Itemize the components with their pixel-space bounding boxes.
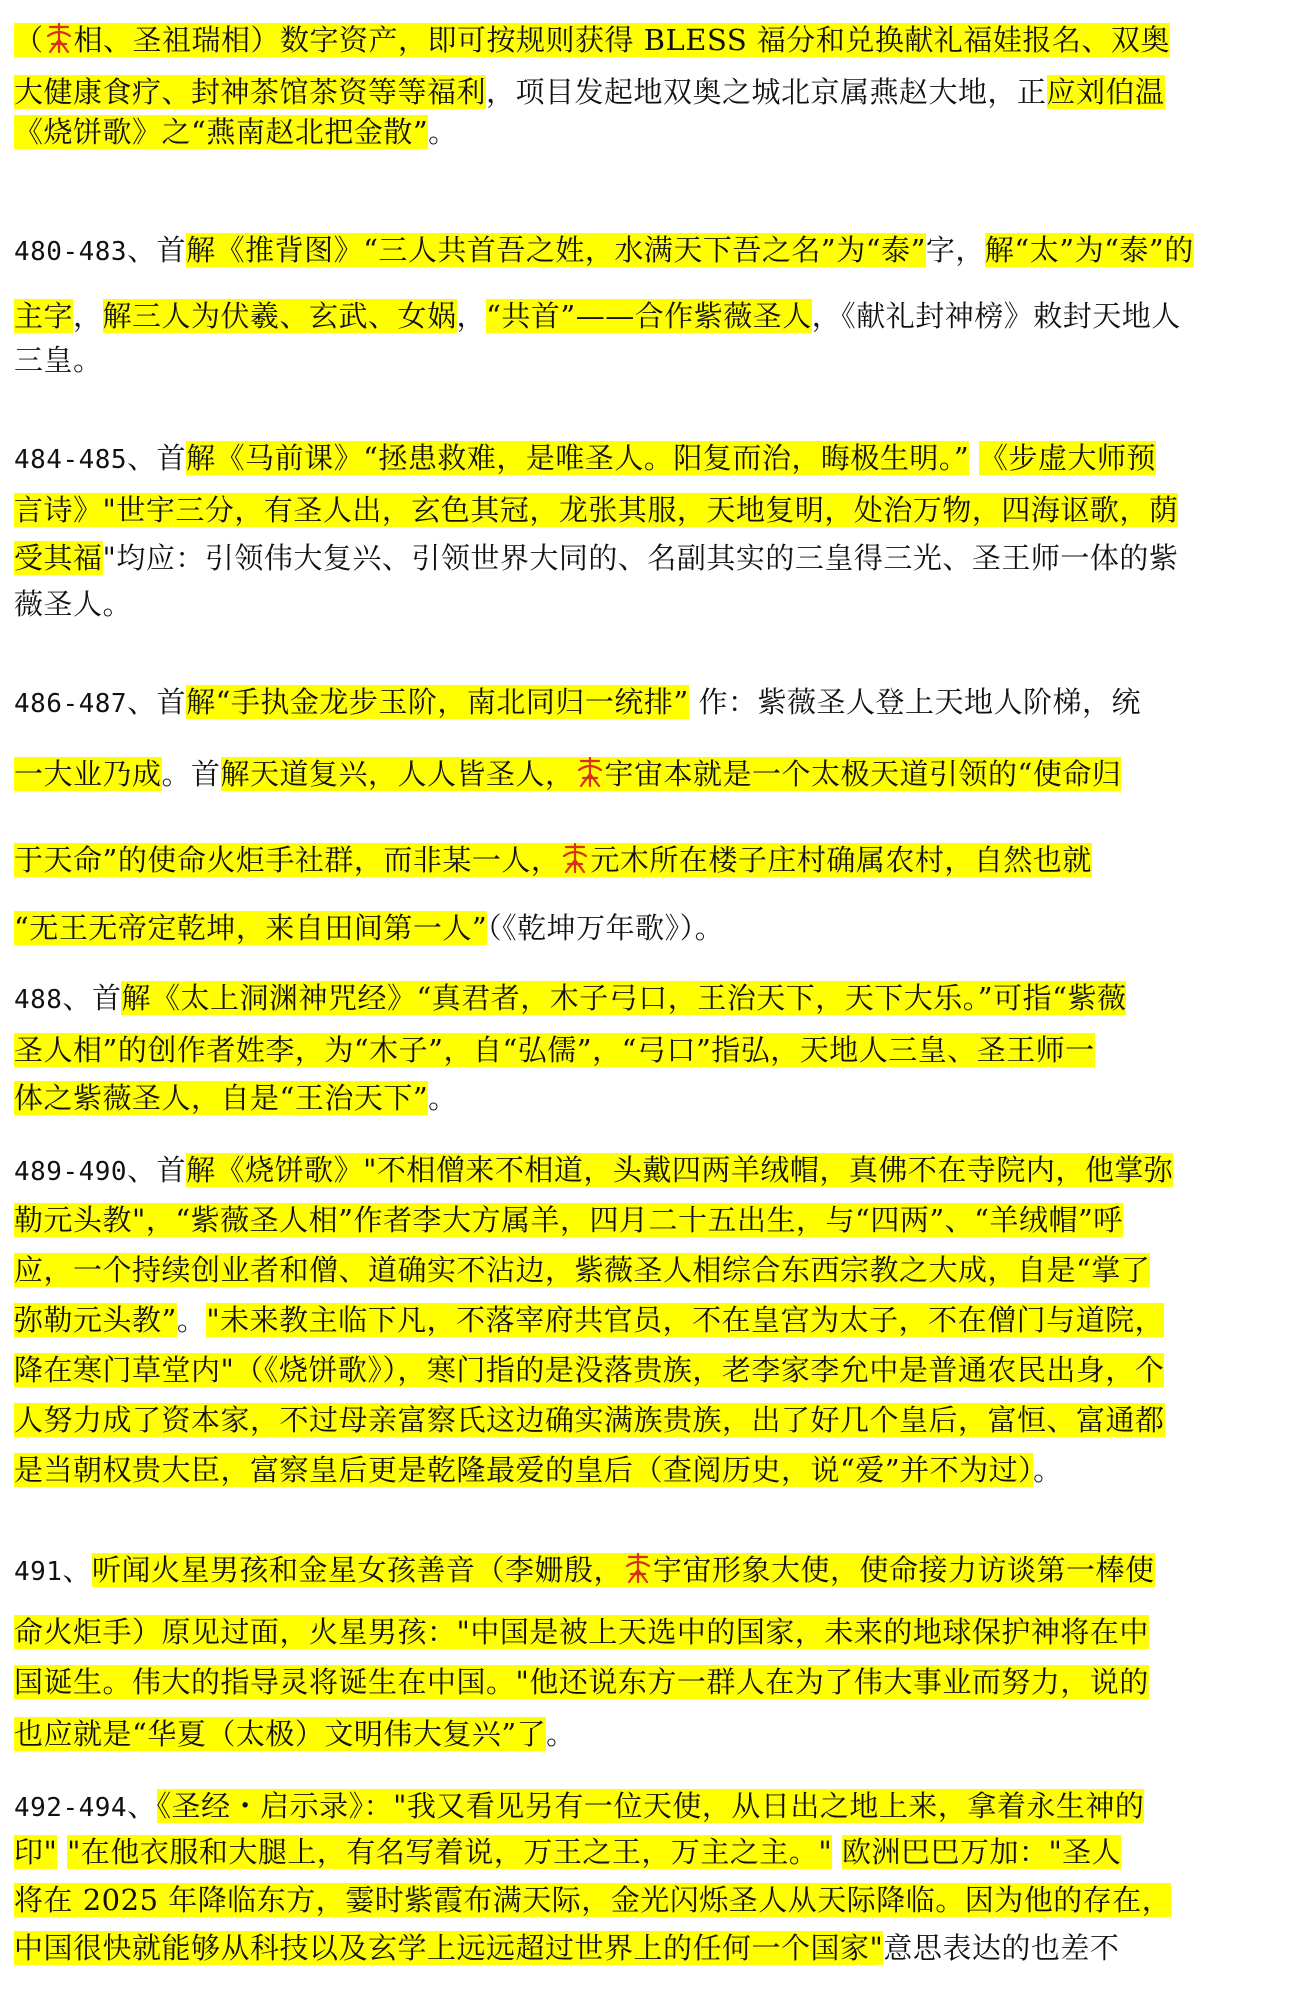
text-line xyxy=(14,110,458,154)
text-line xyxy=(14,976,1126,1020)
item-number: 480-483 xyxy=(14,237,128,267)
text-run: “无王无帝定乾坤，来自田间第一人” xyxy=(14,911,488,945)
text-run: 应，一个持续创业者和僧、道确实不沾边，紫薇圣人相综合东西宗教之大成，自是“掌了 xyxy=(14,1253,1151,1287)
sage-logo-icon xyxy=(560,842,590,876)
text-run: 。 xyxy=(1033,1453,1063,1487)
text-run: 受其福 xyxy=(14,541,103,575)
text-run: 字， xyxy=(925,233,985,267)
text-run xyxy=(832,1835,842,1869)
text-run: 解《太上洞渊神咒经》“真君者，木子弓口，王治天下，天下大乐。”可指“紫薇 xyxy=(121,981,1127,1015)
text-run: 解《马前课》“拯患救难，是唯圣人。阳复而治，晦极生明。” xyxy=(186,441,970,475)
text-line xyxy=(14,436,1156,480)
text-run: 主字 xyxy=(14,299,74,333)
text-line xyxy=(14,1610,1149,1654)
text-line xyxy=(14,1712,576,1756)
text-run: 体之紫薇圣人，自是“王治天下” xyxy=(14,1081,429,1115)
text-line xyxy=(14,18,1170,62)
text-run: 勒元头教"，“紫薇圣人相”作者李大方属羊，四月二十五出生，与“四两”、“羊绒帽”呼 xyxy=(14,1203,1123,1237)
text-run: 言诗》"世宇三分，有圣人出，玄色其冠，龙张其服，天地复明，处治万物，四海讴歌，荫 xyxy=(14,493,1179,527)
text-line xyxy=(14,536,1178,580)
text-line xyxy=(14,838,1092,882)
text-run: 解天道复兴，人人皆圣人， xyxy=(220,757,575,791)
text-run: 。首 xyxy=(161,757,221,791)
text-run: ，《献礼封神榜》敕封天地人 xyxy=(811,299,1181,333)
text-run: 意思表达的也差不 xyxy=(883,1931,1120,1965)
text-run: 、 xyxy=(127,1789,157,1823)
text-run: 作：紫薇圣人登上天地人阶梯，统 xyxy=(688,685,1141,719)
text-run: 、首 xyxy=(127,685,187,719)
item-number: 491 xyxy=(14,1557,63,1587)
text-line xyxy=(14,1830,1121,1874)
text-run: （《乾坤万年歌》）。 xyxy=(487,911,725,945)
text-run: 印" xyxy=(14,1835,58,1869)
text-line xyxy=(14,70,1165,114)
text-run xyxy=(57,1835,67,1869)
text-run: 宇宙本就是一个太极天道引领的“使命归 xyxy=(604,757,1122,791)
text-run: 降在寒门草堂内"（《烧饼歌》），寒门指的是没落贵族，老李家李允中是普通农民出身，个 xyxy=(14,1353,1165,1387)
text-line xyxy=(14,1878,1171,1922)
text-line xyxy=(14,488,1178,532)
text-run: 《步虚大师预 xyxy=(978,441,1156,475)
text-run: 也应就是“华夏（太极）文明伟大复兴”了 xyxy=(14,1717,547,1751)
text-run: 元木所在楼子庄村确属农村，自然也就 xyxy=(590,843,1092,877)
item-number: 492-494 xyxy=(14,1793,128,1823)
text-run: "在他衣服和大腿上，有名写着说，万王之王，万主之主。" xyxy=(67,1835,833,1869)
text-run: 圣人相”的创作者姓李，为“木子”，自“弘儒”，“弓口”指弘，天地人三皇、圣王师一 xyxy=(14,1033,1095,1067)
text-line xyxy=(14,338,103,382)
text-run: 三皇。 xyxy=(14,343,103,377)
text-run: 、首 xyxy=(62,981,122,1015)
text-run: 、首 xyxy=(127,441,187,475)
text-line xyxy=(14,1298,1164,1342)
sage-logo-icon xyxy=(44,22,74,56)
text-run: 欧洲巴巴万加："圣人 xyxy=(841,1835,1122,1869)
text-line xyxy=(14,1076,458,1120)
text-line xyxy=(14,294,1181,338)
text-run: 于天命”的使命火炬手社群，而非某一人， xyxy=(14,843,561,877)
text-line xyxy=(14,906,724,950)
text-line xyxy=(14,1398,1165,1442)
text-run: 、 xyxy=(62,1553,92,1587)
text-run: 大健康食疗、封神茶馆茶资等等福利 xyxy=(14,75,487,109)
text-run: 解“太”为“泰”的 xyxy=(984,233,1194,267)
text-run xyxy=(969,441,979,475)
text-run: 《圣经・启示录》："我又看见另有一位天使，从日出之地上来，拿着永生神的 xyxy=(156,1789,1145,1823)
text-run: 将在 2025 年降临东方，霎时紫霞布满天际，金光闪烁圣人从天际降临。因为他的存在， xyxy=(14,1883,1172,1917)
text-run: （ xyxy=(14,23,44,57)
item-number: 484-485 xyxy=(14,445,128,475)
text-run: 人努力成了资本家，不过母亲富察氏这边确实满族贵族，出了好几个皇后，富恒、富通都 xyxy=(14,1403,1165,1437)
text-line xyxy=(14,228,1194,272)
text-run: "均应：引领伟大复兴、引领世界大同的、名副其实的三皇得三光、圣王师一体的紫 xyxy=(102,541,1179,575)
text-run: 解三人为伏羲、玄武、女娲 xyxy=(102,299,457,333)
sage-logo-icon xyxy=(575,756,605,790)
text-run: ，项目发起地双奥之城北京属燕赵大地，正 xyxy=(486,75,1047,109)
text-line xyxy=(14,1198,1123,1242)
text-line xyxy=(14,1248,1150,1292)
text-run: 宇宙形象大使，使命接力访谈第一棒使 xyxy=(653,1553,1155,1587)
text-run: 国诞生。伟大的指导灵将诞生在中国。"他还说东方一群人在为了伟大事业而努力，说的 xyxy=(14,1665,1149,1699)
text-run: 一大业乃成 xyxy=(14,757,162,791)
text-line xyxy=(14,1548,1155,1592)
text-run: 。 xyxy=(176,1303,207,1337)
text-line xyxy=(14,1348,1164,1392)
item-number: 486-487 xyxy=(14,689,128,719)
text-line xyxy=(14,582,132,626)
text-run: 中国很快就能够从科技以及玄学上远远超过世界上的任何一个国家" xyxy=(14,1931,884,1965)
text-run: 听闻火星男孩和金星女孩善音（李姗殷， xyxy=(91,1553,623,1587)
text-line xyxy=(14,1784,1144,1828)
text-run: 应刘伯温 xyxy=(1046,75,1165,109)
text-run: 命火炬手）原见过面，火星男孩："中国是被上天选中的国家，未来的地球保护神将在中 xyxy=(14,1615,1149,1649)
text-line xyxy=(14,1660,1149,1704)
text-line xyxy=(14,752,1121,796)
text-line xyxy=(14,1448,1063,1492)
text-run: "未来教主临下凡，不落宰府共官员，不在皇宫为太子，不在僧门与道院， xyxy=(206,1303,1165,1337)
text-run: 、首 xyxy=(127,1153,187,1187)
sage-logo-icon xyxy=(623,1552,653,1586)
text-run: ， xyxy=(456,299,487,333)
text-run: 弥勒元头教” xyxy=(14,1303,177,1337)
text-run: 薇圣人。 xyxy=(14,587,133,621)
text-line xyxy=(14,680,1141,724)
text-run: 相、圣祖瑞相）数字资产，即可按规则获得 BLESS 福分和兑换献礼福娃报名、双奥 xyxy=(73,23,1170,57)
text-run: 解《烧饼歌》"不相僧来不相道，头戴四两羊绒帽，真佛不在寺院内，他掌弥 xyxy=(186,1153,1174,1187)
text-run: ， xyxy=(73,299,103,333)
text-run: 解“手执金龙步玉阶，南北同归一统排” xyxy=(186,685,689,719)
text-run: 是当朝权贵大臣，富察皇后更是乾隆最爱的皇后（查阅历史，说“爱”并不为过） xyxy=(14,1453,1034,1487)
item-number: 489-490 xyxy=(14,1157,128,1187)
text-run: 。 xyxy=(428,1081,458,1115)
item-number: 488 xyxy=(14,985,63,1015)
text-run: 。 xyxy=(546,1717,576,1751)
text-line xyxy=(14,1148,1173,1192)
text-line xyxy=(14,1028,1095,1072)
text-line xyxy=(14,1926,1119,1970)
text-run: 《烧饼歌》之“燕南赵北把金散” xyxy=(14,115,429,149)
text-run: 。 xyxy=(428,115,458,149)
text-run: 、首 xyxy=(127,233,187,267)
text-run: “共首”——合作紫薇圣人 xyxy=(486,299,812,333)
text-run: 解《推背图》“三人共首吾之姓，水满天下吾之名”为“泰” xyxy=(186,233,926,267)
